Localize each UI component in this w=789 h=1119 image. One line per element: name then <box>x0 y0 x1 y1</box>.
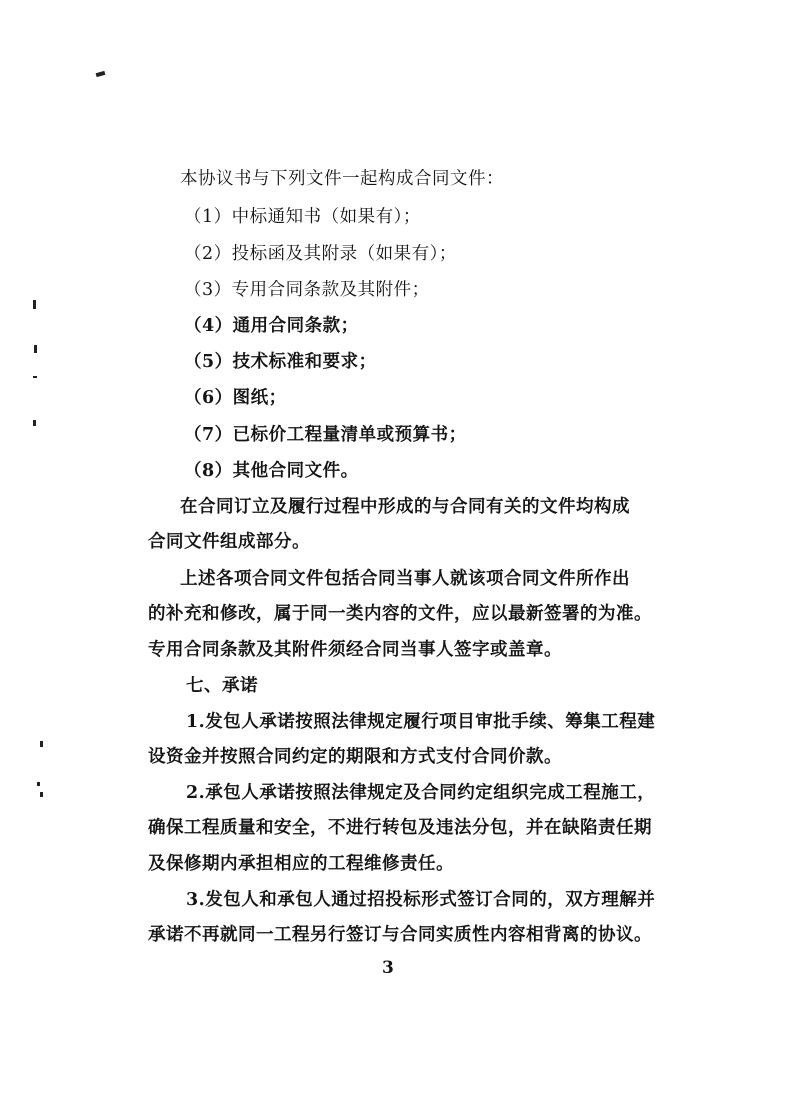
scan-mark <box>34 345 37 353</box>
paragraph-line: 承诺不再就同一工程另行签订与合同实质性内容相背离的协议。 <box>148 925 652 945</box>
section-heading: 七、承诺 <box>186 676 258 696</box>
list-item: （8）其他合同文件。 <box>184 461 359 481</box>
scan-mark <box>33 420 36 426</box>
scan-mark <box>37 782 40 786</box>
list-item: （7）已标价工程量清单或预算书； <box>184 425 467 445</box>
paragraph-line: 合同文件组成部分。 <box>148 532 310 552</box>
paragraph-line: 在合同订立及履行过程中形成的与合同有关的文件均构成 <box>180 497 630 517</box>
paragraph-line: 设资金并按照合同约定的期限和方式支付合同价款。 <box>148 747 562 767</box>
intro-line: 本协议书与下列文件一起构成合同文件： <box>180 169 504 189</box>
list-item: （6）图纸； <box>184 388 287 408</box>
list-item: （2）投标函及其附录（如果有）； <box>184 244 457 264</box>
paragraph-line: 2.承包人承诺按照法律规定及合同约定组织完成工程施工， <box>186 783 656 803</box>
paragraph-line: 的补充和修改，属于同一类内容的文件，应以最新签署的为准。 <box>148 604 652 624</box>
scan-mark <box>40 741 43 747</box>
list-item: （5）技术标准和要求； <box>184 352 377 372</box>
scan-mark <box>33 300 36 309</box>
list-item: （3）专用合同条款及其附件； <box>184 280 430 300</box>
paragraph-line: 1.发包人承诺按照法律规定履行项目审批手续、筹集工程建 <box>186 712 656 732</box>
paragraph-line: 上述各项合同文件包括合同当事人就该项合同文件所作出 <box>180 569 630 589</box>
paragraph-line: 专用合同条款及其附件须经合同当事人签字或盖章。 <box>148 640 562 660</box>
list-item: （1）中标通知书（如果有）； <box>184 207 421 227</box>
scan-mark <box>96 71 106 77</box>
page-number: 3 <box>382 958 394 978</box>
paragraph-line: 3.发包人和承包人通过招投标形式签订合同的，双方理解并 <box>186 890 656 910</box>
scan-mark <box>33 376 37 378</box>
scan-mark <box>40 792 43 797</box>
paragraph-line: 及保修期内承担相应的工程维修责任。 <box>148 854 454 874</box>
list-item: （4）通用合同条款； <box>184 316 359 336</box>
paragraph-line: 确保工程质量和安全，不进行转包及违法分包，并在缺陷责任期 <box>148 818 652 838</box>
